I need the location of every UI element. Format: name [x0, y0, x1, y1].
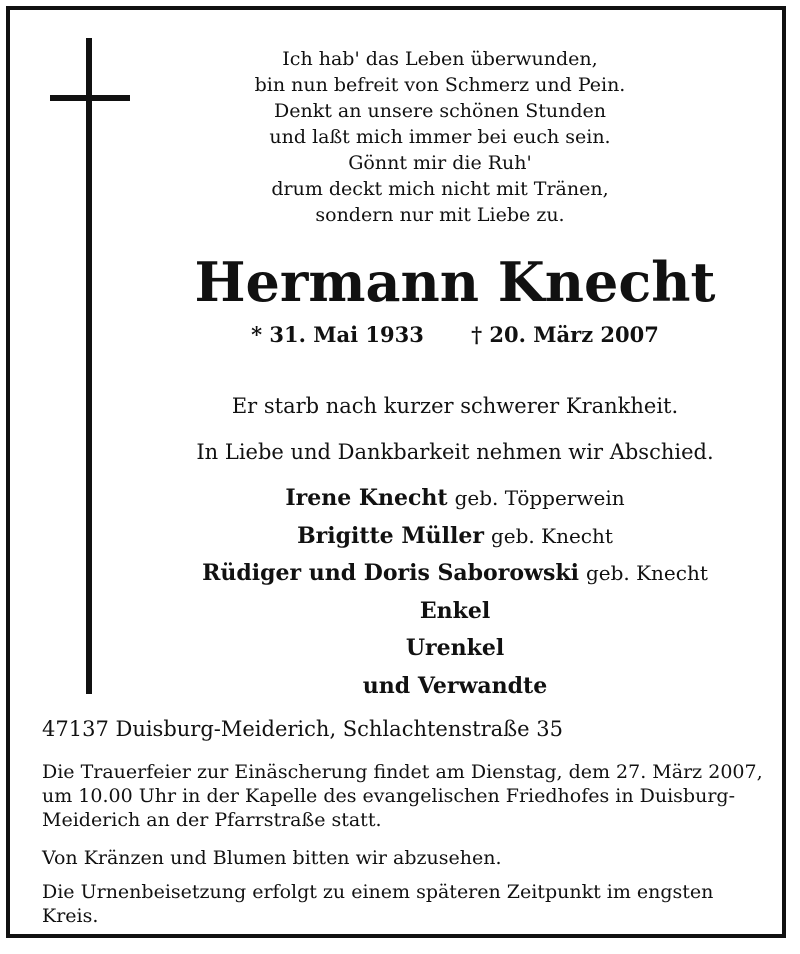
mourner-maiden-name: geb. Knecht [585, 561, 708, 585]
mourner-maiden-name: geb. Knecht [490, 523, 613, 548]
mourner-name: Irene Knecht [285, 485, 448, 511]
poem-line: sondern nur mit Liebe zu. [315, 204, 565, 226]
memorial-poem [170, 46, 710, 228]
mourner-group: Urenkel [405, 635, 505, 661]
urn-notice: Die Urnenbeisetzung erfolgt zu einem späteren Zeitpunkt im engsten Kreis. [42, 881, 714, 927]
ceremony-notice: Die Trauerfeier zur Einäscherung findet am Dienstag, dem 27. März 2007, um 10.00 Uhr in der Kapelle des evangelischen Friedhofes in Duisburg-Meiderich an der Pfarrstraße statt. [42, 761, 763, 831]
poem-line: Gönnt mir die Ruh' [348, 152, 532, 174]
poem-line: Denkt an unsere schönen Stunden [274, 100, 606, 122]
poem-line: und laßt mich immer bei euch sein. [269, 126, 611, 148]
farewell-line: In Liebe und Dankbarkeit nehmen wir Abschied. [196, 440, 714, 464]
deceased-name: Hermann Knecht [194, 250, 716, 314]
mourner-row [150, 593, 760, 631]
poem-line: Ich hab' das Leben überwunden, [282, 48, 598, 70]
mourner-maiden-name: geb. Töpperwein [454, 486, 625, 510]
flowers-notice: Von Kränzen und Blumen bitten wir abzusehen. [42, 847, 502, 869]
mourner-name: Brigitte Müller [297, 522, 484, 549]
poem-line: drum deckt mich nicht mit Tränen, [271, 178, 609, 200]
mourner-name: Rüdiger und Doris Saborowski [202, 560, 579, 586]
death-date: † 20. März 2007 [471, 322, 659, 347]
birth-date: * 31. Mai 1933 [251, 322, 424, 347]
life-dates [150, 322, 760, 347]
cross-icon-bar [50, 95, 130, 101]
mourner-row [150, 630, 760, 668]
cross-icon [86, 38, 92, 694]
family-address: 47137 Duisburg-Meiderich, Schlachtenstraße 35 [42, 717, 564, 741]
mourner-row [150, 518, 760, 556]
mourner-row [150, 555, 760, 593]
mourner-group: und Verwandte [362, 672, 548, 699]
poem-line: bin nun befreit von Schmerz und Pein. [254, 74, 626, 96]
mourners-list [150, 480, 760, 705]
mourner-row [150, 668, 760, 706]
mourner-group: Enkel [419, 597, 491, 624]
cause-of-death: Er starb nach kurzer schwerer Krankheit. [231, 394, 679, 418]
mourner-row [150, 480, 760, 518]
